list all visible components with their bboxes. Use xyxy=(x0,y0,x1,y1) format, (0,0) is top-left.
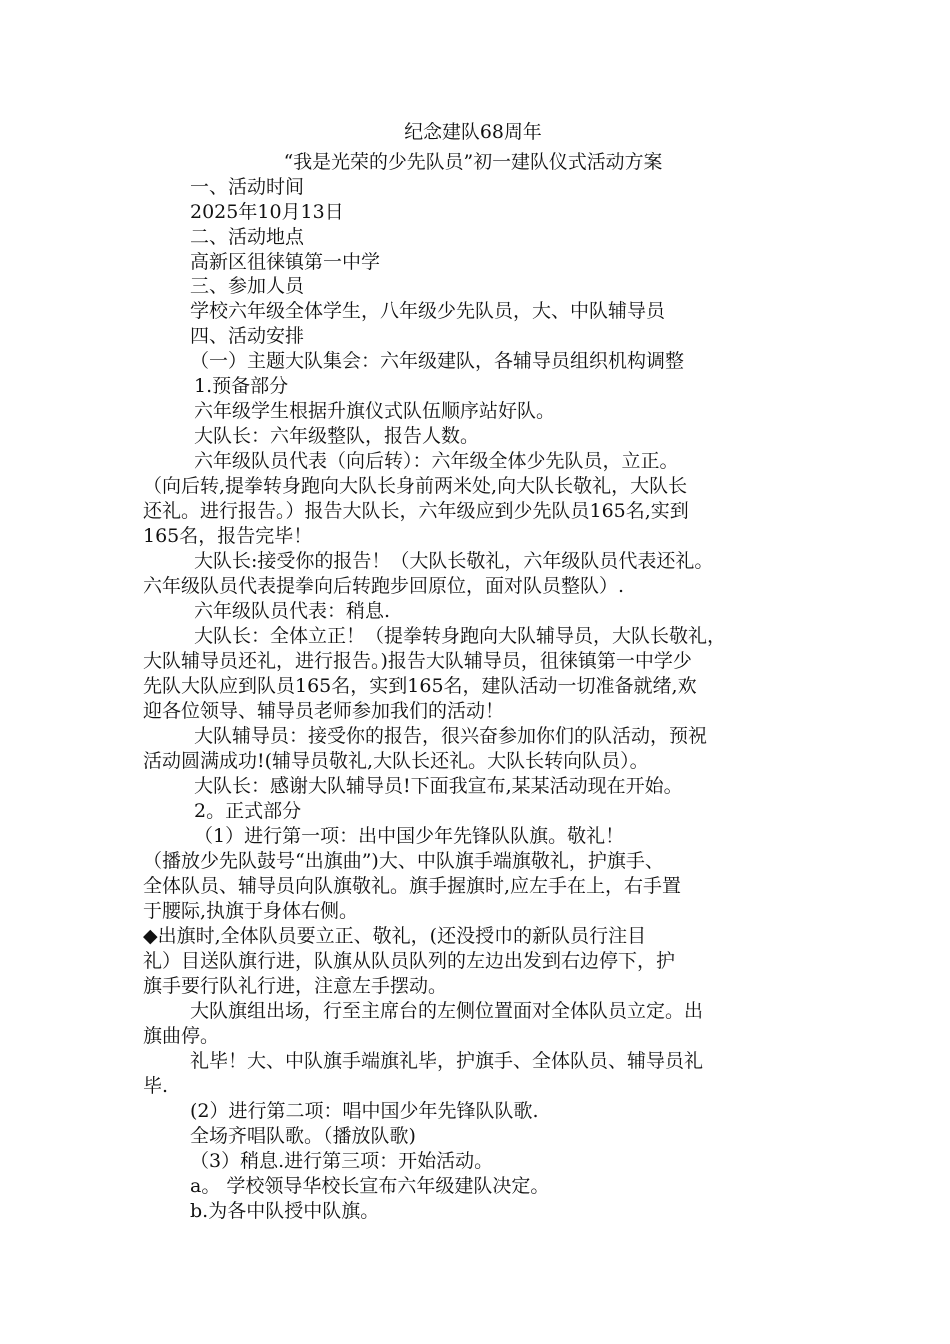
paragraph-line: （1）进行第一项：出中国少年先锋队队旗。敬礼！ xyxy=(194,825,625,847)
paragraph-line: 165名，报告完毕！ xyxy=(143,525,313,547)
paragraph-line: 大队长：感谢大队辅导员!下面我宣布,某某活动现在开始。 xyxy=(194,775,683,797)
section-heading-participants: 三、参加人员 xyxy=(190,275,305,297)
paragraph-line: 先队大队应到队员165名，实到165名，建队活动一切准备就绪,欢 xyxy=(143,675,697,697)
subsection-heading: 1.预备部分 xyxy=(194,375,289,397)
paragraph-line: 礼）目送队旗行进，队旗从队员队列的左边出发到右边停下，护 xyxy=(143,950,676,972)
section-heading-location: 二、活动地点 xyxy=(190,226,305,248)
paragraph-line: 六年级队员代表提拳向后转跑步回原位，面对队员整队）. xyxy=(143,575,625,597)
paragraph-line: ◆出旗时,全体队员要立正、敬礼，(还没授巾的新队员行注目 xyxy=(143,925,647,947)
subsection-heading: 2。正式部分 xyxy=(194,800,302,822)
section-heading-time: 一、活动时间 xyxy=(190,176,305,198)
paragraph-line: 于腰际,执旗于身体右侧。 xyxy=(143,900,359,922)
paragraph-line: 全场齐唱队歌。（播放队歌) xyxy=(190,1125,416,1147)
paragraph-line: 2025年10月13日 xyxy=(190,201,344,223)
paragraph-line: a。 学校领导华校长宣布六年级建队决定。 xyxy=(190,1175,550,1197)
paragraph-line: 大队辅导员：接受你的报告，很兴奋参加你们的队活动，预祝 xyxy=(194,725,708,747)
paragraph-line: 旗手要行队礼行进，注意左手摆动。 xyxy=(143,975,448,997)
paragraph-line: 大队辅导员还礼，进行报告。)报告大队辅导员，徂徕镇第一中学少 xyxy=(143,650,692,672)
paragraph-line: 礼毕！大、中队旗手端旗礼毕，护旗手、全体队员、辅导员礼 xyxy=(190,1050,704,1072)
paragraph-line: 毕. xyxy=(143,1075,169,1097)
paragraph-line: 活动圆满成功!(辅导员敬礼,大队长还礼。大队长转向队员）。 xyxy=(143,750,649,772)
paragraph-line: （3）稍息.进行第三项：开始活动。 xyxy=(190,1150,494,1172)
paragraph-line: 六年级学生根据升旗仪式队伍顺序站好队。 xyxy=(194,400,556,422)
document-title-line-1: 纪念建队68周年 xyxy=(404,121,542,143)
paragraph-line: 六年级队员代表：稍息. xyxy=(194,600,391,622)
paragraph-line: (2）进行第二项：唱中国少年先锋队队歌. xyxy=(190,1100,539,1122)
section-heading-arrangement: 四、活动安排 xyxy=(190,325,305,347)
paragraph-line: 还礼。进行报告。）报告大队长，六年级应到少先队员165名,实到 xyxy=(143,500,689,522)
paragraph-line: 学校六年级全体学生，八年级少先队员，大、中队辅导员 xyxy=(190,300,666,322)
paragraph-line: 全体队员、辅导员向队旗敬礼。旗手握旗时,应左手在上，右手置 xyxy=(143,875,682,897)
document-title-line-2: “我是光荣的少先队员”初一建队仪式活动方案 xyxy=(283,151,663,173)
paragraph-line: 高新区徂徕镇第一中学 xyxy=(190,251,381,273)
paragraph-line: 大队旗组出场，行至主席台的左侧位置面对全体队员立定。出 xyxy=(190,1000,704,1022)
paragraph-line: 大队长：全体立正！（提拳转身跑向大队辅导员，大队长敬礼， xyxy=(194,625,727,647)
paragraph-line: 旗曲停。 xyxy=(143,1025,220,1047)
paragraph-line: 大队长：六年级整队，报告人数。 xyxy=(194,425,480,447)
paragraph-line: （播放少先队鼓号“出旗曲”)大、中队旗手端旗敬礼，护旗手、 xyxy=(143,850,664,872)
subsection-heading: （一）主题大队集会：六年级建队，各辅导员组织机构调整 xyxy=(190,350,685,372)
paragraph-line: 大队长:接受你的报告！（大队长敬礼，六年级队员代表还礼。 xyxy=(194,550,714,572)
paragraph-line: 六年级队员代表（向后转）：六年级全体少先队员，立正。 xyxy=(194,450,679,472)
paragraph-line: 迎各位领导、辅导员老师参加我们的活动！ xyxy=(143,700,505,722)
paragraph-line: b.为各中队授中队旗。 xyxy=(190,1200,380,1222)
paragraph-line: （向后转,提拳转身跑向大队长身前两米处,向大队长敬礼，大队长 xyxy=(143,475,688,497)
